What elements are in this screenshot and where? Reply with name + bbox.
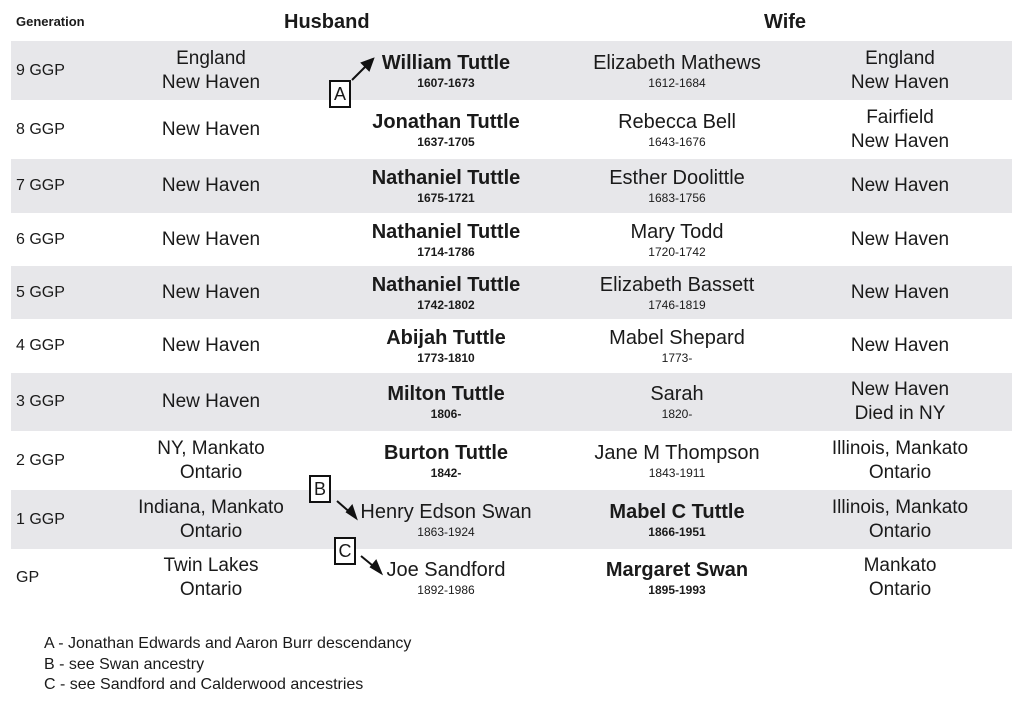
husband-place-line: New Haven <box>161 228 261 250</box>
wife-place-line: Ontario <box>868 520 932 542</box>
generation-label: 3 GGP <box>16 393 65 410</box>
husband-name: Burton Tuttle <box>383 441 509 464</box>
husband-name: Joe Sandford <box>386 559 506 581</box>
husband-dates: 1842- <box>430 465 462 480</box>
husband-name: Milton Tuttle <box>387 383 505 405</box>
wife-dates: 1720-1742 <box>648 244 706 259</box>
wife-place-line: England <box>865 47 935 69</box>
wife-name: Mary Todd <box>630 220 724 243</box>
husband-place-line: New Haven <box>161 71 261 93</box>
generation-label: 5 GGP <box>16 283 65 301</box>
wife-place-line: Illinois, Mankato <box>831 496 969 518</box>
husband-name: Henry Edson Swan <box>360 500 532 523</box>
arrow-c-head <box>371 561 381 573</box>
generation-label: 9 GGP <box>16 61 65 79</box>
footnote-a: A - Jonathan Edwards and Aaron Burr descendancy <box>44 635 412 652</box>
wife-place-line: New Haven <box>850 228 950 250</box>
husband-dates: 1675-1721 <box>417 191 475 205</box>
footnotes <box>44 634 411 696</box>
wife-dates: 1866-1951 <box>648 524 706 539</box>
husband-place-line: New Haven <box>161 118 261 140</box>
husband-place-line: Indiana, Mankato <box>138 496 284 518</box>
husband-place-line: Twin Lakes <box>163 555 259 576</box>
husband-place-line: New Haven <box>161 281 261 303</box>
wife-place-line: New Haven <box>850 335 950 356</box>
wife-place-line: Illinois, Mankato <box>831 437 969 459</box>
husband-dates: 1863-1924 <box>417 524 475 539</box>
wife-name: Mabel C Tuttle <box>609 500 745 523</box>
wife-dates: 1612-1684 <box>648 75 706 90</box>
wife-name: Elizabeth Mathews <box>593 51 761 74</box>
wife-place-line: Ontario <box>868 579 932 600</box>
generation-label: 8 GGP <box>16 120 65 138</box>
husband-header: Husband <box>284 11 370 33</box>
wife-dates: 1683-1756 <box>648 191 706 205</box>
wife-place-line: Fairfield <box>866 106 934 128</box>
wife-place-line: New Haven <box>850 175 950 196</box>
wife-name: Mabel Shepard <box>609 327 745 349</box>
husband-name: Nathaniel Tuttle <box>371 273 521 296</box>
wife-dates: 1895-1993 <box>648 583 706 597</box>
wife-dates: 1773- <box>661 351 693 365</box>
husband-dates: 1607-1673 <box>417 75 475 90</box>
husband-name: Jonathan Tuttle <box>372 110 520 133</box>
husband-place-line: Ontario <box>179 461 243 483</box>
wife-name: Jane M Thompson <box>594 441 760 464</box>
wife-name: Sarah <box>650 383 704 405</box>
husband-place-line: New Haven <box>161 391 261 412</box>
husband-place-line: England <box>176 47 246 69</box>
marker-b: B <box>309 475 331 503</box>
marker-c: C <box>334 537 356 565</box>
wife-name: Esther Doolittle <box>609 167 745 189</box>
wife-place-line: Died in NY <box>854 403 946 424</box>
generation-label: 2 GGP <box>16 451 65 469</box>
husband-dates: 1892-1986 <box>417 583 475 597</box>
wife-name: Elizabeth Bassett <box>599 273 755 296</box>
husband-place-line: New Haven <box>161 335 261 356</box>
footnote-b: B - see Swan ancestry <box>44 655 205 673</box>
generation-label: 7 GGP <box>16 177 65 194</box>
wife-dates: 1843-1911 <box>648 465 706 480</box>
husband-dates: 1806- <box>430 407 462 421</box>
marker-a: A <box>329 80 351 108</box>
husband-dates: 1773-1810 <box>417 351 475 365</box>
wife-place-line: Mankato <box>863 555 937 576</box>
husband-place-line: NY, Mankato <box>157 437 265 459</box>
wife-header: Wife <box>764 11 807 33</box>
husband-name: Nathaniel Tuttle <box>371 167 521 189</box>
wife-dates: 1746-1819 <box>648 297 706 312</box>
wife-place-line: New Haven <box>850 281 950 303</box>
generation-label: 4 GGP <box>16 337 65 354</box>
husband-dates: 1714-1786 <box>417 244 475 259</box>
husband-place-line: Ontario <box>179 520 243 542</box>
wife-name: Rebecca Bell <box>618 110 736 133</box>
husband-place-line: Ontario <box>179 579 243 600</box>
wife-place-line: New Haven <box>850 71 950 93</box>
generation-label: 6 GGP <box>16 230 65 248</box>
husband-place-line: New Haven <box>161 175 261 196</box>
footnote-c: C - see Sandford and Calderwood ancestries <box>44 676 364 693</box>
husband-name: Abijah Tuttle <box>386 327 506 349</box>
wife-name: Margaret Swan <box>605 559 749 581</box>
generation-label: 1 GGP <box>16 510 65 528</box>
wife-place-line: Ontario <box>868 461 932 483</box>
wife-dates: 1643-1676 <box>648 134 706 149</box>
husband-name: Nathaniel Tuttle <box>371 220 521 243</box>
generation-header: Generation <box>16 14 85 29</box>
wife-place-line: New Haven <box>850 130 950 152</box>
generation-label: GP <box>16 569 40 586</box>
wife-dates: 1820- <box>661 407 693 421</box>
husband-name: William Tuttle <box>381 51 511 74</box>
arrow-b-head <box>347 506 356 518</box>
husband-dates: 1637-1705 <box>417 134 475 149</box>
wife-place-line: New Haven <box>850 379 950 400</box>
husband-dates: 1742-1802 <box>417 297 475 312</box>
